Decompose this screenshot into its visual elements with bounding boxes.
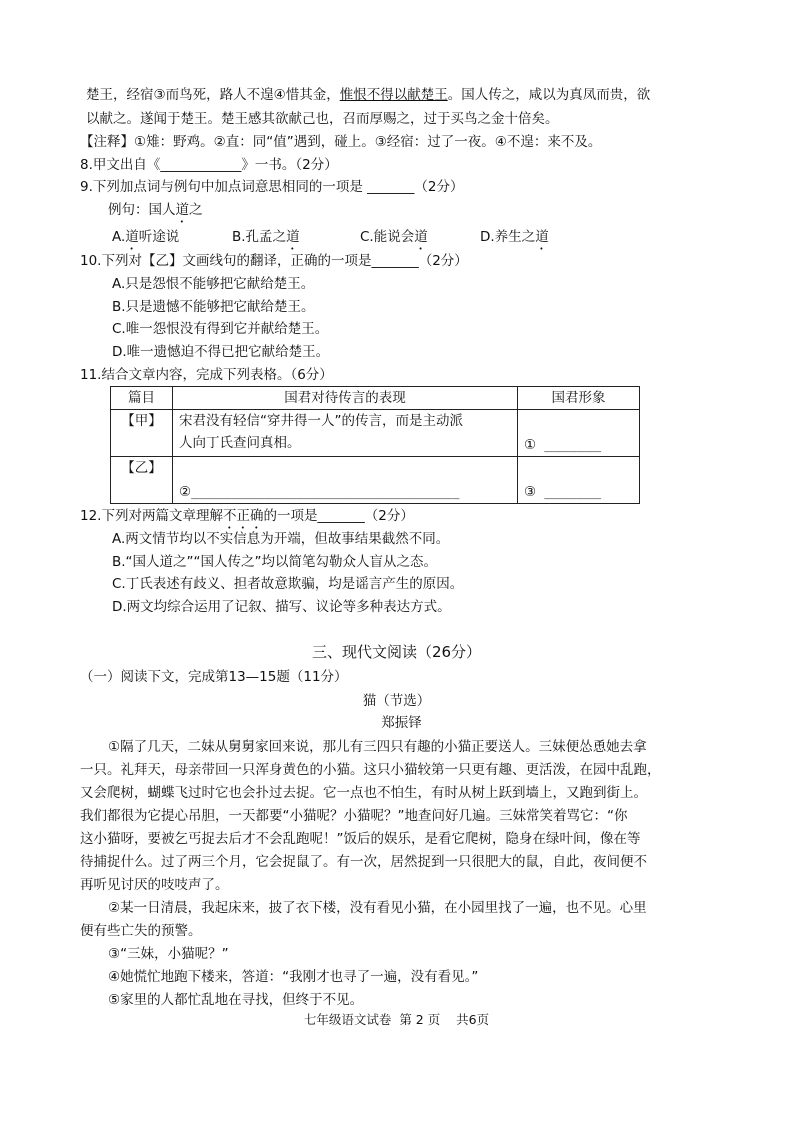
passage-line: 又会爬树，蝴蝶飞过时它也会扑过去捉。它一点也不怕生，有时从树上跃到墙上，又跑到街上。 [80, 785, 647, 801]
question-9-option-d: D.养生之道 [480, 229, 549, 245]
passage-line: 我们都很为它提心吊胆，一天都要“小猫呢？小猫呢？”地查问好几遍。三妹常笑着骂它：“你 [80, 808, 628, 824]
table-header: 国君对待传言的表现 [173, 387, 518, 410]
passage-line: ⑤家里的人都忙乱地在寻找，但终于不见。 [108, 992, 364, 1008]
table-header-row [111, 387, 640, 410]
passage-line: 这小猫呀，要被乞丐捉去后才不会乱跑呢！”饭后的娱乐，是看它爬树，隐身在绿叶间，像在等 [80, 831, 641, 847]
question-12-option-c: C.丁氏表述有歧义、担者故意欺骗，均是谣言产生的原因。 [112, 576, 464, 592]
question-12-option-b: B.“国人道之”“国人传之”均以简笔勾勒众人盲从之态。 [112, 554, 438, 570]
answer-table [110, 386, 640, 504]
passage-line: ①隔了几天，二妹从舅舅家回来说，那儿有三四只有趣的小猫正要送人。三妹便怂恿她去拿 [108, 739, 647, 755]
article-title: 猫（节选） [362, 693, 431, 709]
question-10-option-a: A.只是怨恨不能够把它献给楚王。 [112, 276, 315, 292]
table-row [111, 457, 640, 504]
passage-line: 再听见讨厌的吱吱声了。 [80, 877, 229, 893]
table-row [111, 410, 640, 457]
passage-line: 待捕捉什么。过了两三个月，它会捉鼠了。有一次，居然捉到一只很肥大的鼠，自此，夜间便不 [80, 854, 647, 870]
answer-blank-1[interactable]: ① _______ [518, 410, 640, 457]
answer-blank-2[interactable]: ②_________________________________ [173, 457, 518, 504]
question-9-stem: 9.下列加点词与例句中加点词意思相同的一项是 _______（2分） [80, 179, 464, 195]
question-10-option-c: C.唯一怨恨没有得到它并献给楚王。 [112, 321, 329, 337]
passage-line: 一只。礼拜天，母亲带回一只浑身黄色的小猫。这只小猫较第一只更有趣、更活泼，在园中乱跑， [80, 762, 661, 778]
question-12-option-d: D.两文均综合运用了记叙、描写、议论等多种表达方式。 [112, 599, 451, 615]
table-header: 篇目 [111, 387, 173, 410]
passage-line: ②某一日清晨，我起床来，披了衣下楼，没有看见小猫，在小园里找了一遍，也不见。心里 [108, 900, 647, 916]
question-10-option-d: D.唯一遗憾迫不得已把它献给楚王。 [112, 344, 330, 360]
passage-line: ④她慌忙地跑下楼来，答道：“我刚才也寻了一遍，没有看见。” [108, 969, 479, 985]
annotation-note: 【注释】①雉：野鸡。②直：同“值”遇到，碰上。③经宿：过了一夜。④不遑：来不及。 [80, 134, 602, 150]
classical-line-2: 以献之。遂闻于楚王。楚王感其欲献己也，召而厚赐之，过于买鸟之金十倍矣。 [86, 111, 559, 127]
question-11-stem: 11.结合文章内容，完成下列表格。（6分） [80, 367, 333, 383]
table-cell-text: 宋君没有轻信“穿井得一人”的传言，而是主动派 人向丁氏查问真相。 [173, 410, 518, 457]
answer-blank-3[interactable]: ③ _______ [518, 457, 640, 504]
section-subheading: （一）阅读下文，完成第13—15题（11分） [80, 669, 348, 685]
page-footer: 七年级语文试卷 第 2 页 共6页 [303, 1012, 490, 1027]
question-10-stem: 10.下列对【乙】文画线句的翻译，正确的一项是_______（2分） [80, 253, 468, 269]
table-cell-label: 【乙】 [111, 457, 173, 504]
question-10-option-b: B.只是遗憾不能够把它献给楚王。 [112, 299, 315, 315]
question-9-option-a: A.道听途说 [112, 229, 180, 245]
underlined-sentence: 惟恨不得以献楚王 [339, 87, 448, 103]
question-9-option-c: C.能说会道 [360, 229, 428, 245]
question-12-stem: 12.下列对两篇文章理解不正确的一项是_______（2分） [80, 508, 414, 524]
passage-line: 便有些亡失的预警。 [80, 923, 202, 939]
question-9-example: 例句：国人道之 [108, 202, 203, 218]
article-author: 郑振铎 [381, 715, 422, 731]
section-heading: 三、现代文阅读（26分） [311, 643, 482, 661]
question-9-option-b: B.孔孟之道 [232, 229, 300, 245]
passage-line: ③“三妹，小猫呢？” [108, 946, 229, 962]
table-cell-label: 【甲】 [111, 410, 173, 457]
question-12-option-a: A.两文情节均以不实信息为开端，但故事结果截然不同。 [112, 531, 450, 547]
classical-line-1: 楚王，经宿③而鸟死，路人不遑④惜其金，惟恨不得以献楚王。国人传之，咸以为真凤而贵，欲 [86, 87, 651, 103]
question-8: 8.甲文出自《____________》一书。（2分） [80, 157, 338, 173]
table-header: 国君形象 [518, 387, 640, 410]
